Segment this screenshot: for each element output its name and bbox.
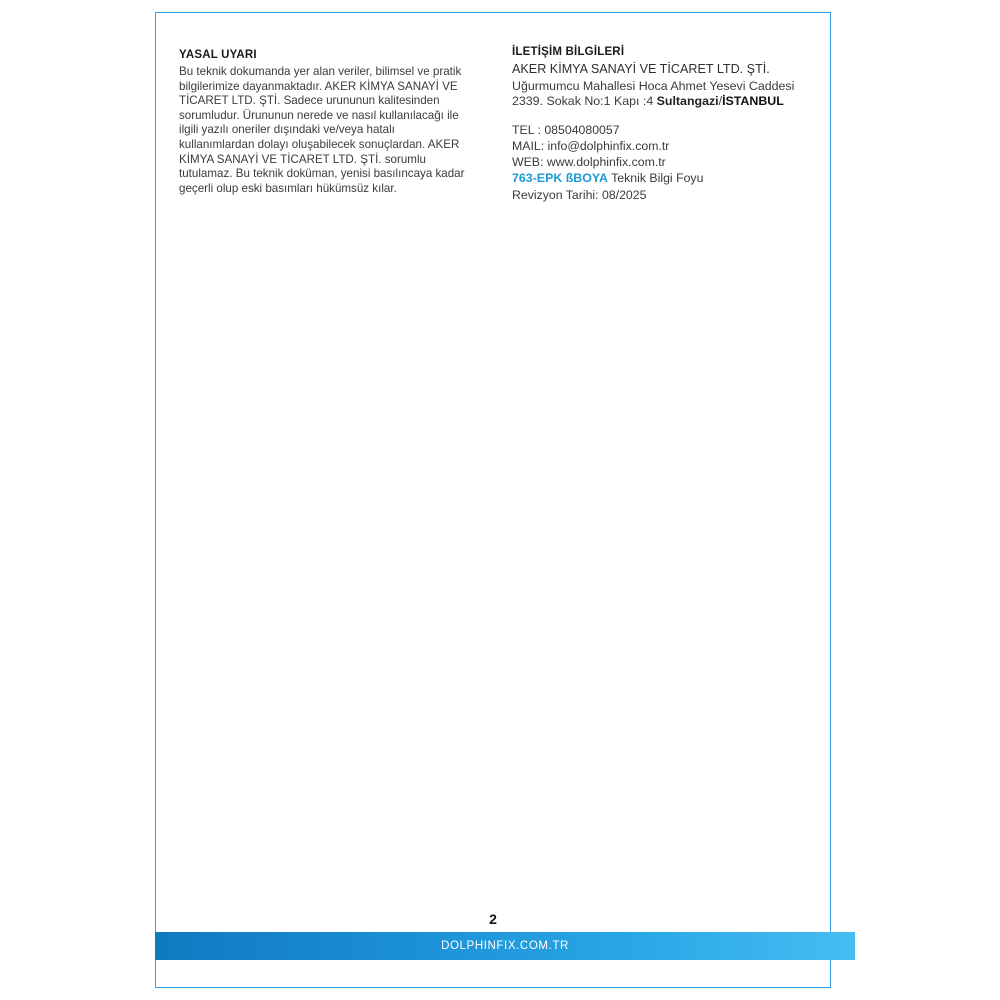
website-line[interactable]: WEB: www.dolphinfix.com.tr [512,154,666,169]
address-separator: / [718,94,723,109]
company-name: AKER KİMYA SANAYİ VE TİCARET LTD. ŞTİ. [512,62,770,76]
revision-date: Revizyon Tarihi: 08/2025 [512,187,647,202]
contact-section [512,46,812,203]
phone-line: TEL : 08504080057 [512,123,620,138]
page-number: 2 [489,911,497,927]
address-district: Sultangazi [656,94,719,109]
document-code-line [512,171,812,187]
email-line[interactable]: MAIL: info@dolphinfix.com.tr [512,139,670,153]
legal-notice-title: YASAL UYARI [179,49,257,61]
address-line-2: 2339. Sokak No:1 Kapı :4 [512,94,657,109]
footer-website[interactable]: DOLPHINFIX.COM.TR [441,940,569,952]
legal-notice-body: Bu teknik dokumanda yer alan veriler, bilimsel ve pratik bilgilerimize dayanmaktadır. AKER KİMYA SANAYİ VE TİCARET LTD. ŞTİ. Sadece urununun kalitesinden sorumludur. Ürununun nerede ve nasıl kullanılacağı ile ilgili yazılı oneriler dışındaki ve/veya hatalı kullanımlardan dolayı oluşabilecek sonuçlardan. AKER KİMYA SANAYİ VE TİCARET LTD. ŞTİ. sorumlu tutulamaz. Bu teknik doküman, yenisi basılıncaya kadar geçerli olup eski basımları hükümsüz kılar. [179,65,465,195]
contact-details [512,123,812,203]
page-content [156,13,830,987]
contact-title: İLETİŞİM BİLGİLERİ [512,46,625,58]
address-city: İSTANBUL [722,94,784,109]
document-page [155,12,831,988]
company-address [512,79,812,109]
legal-notice-section [179,49,469,196]
document-code: 763-EPK ßBOYA [512,171,608,186]
address-line-1: Uğurmumcu Mahallesi Hoca Ahmet Yesevi Caddesi [512,79,795,93]
footer-bar [155,932,855,960]
document-type: Teknik Bilgi Foyu [607,171,704,186]
